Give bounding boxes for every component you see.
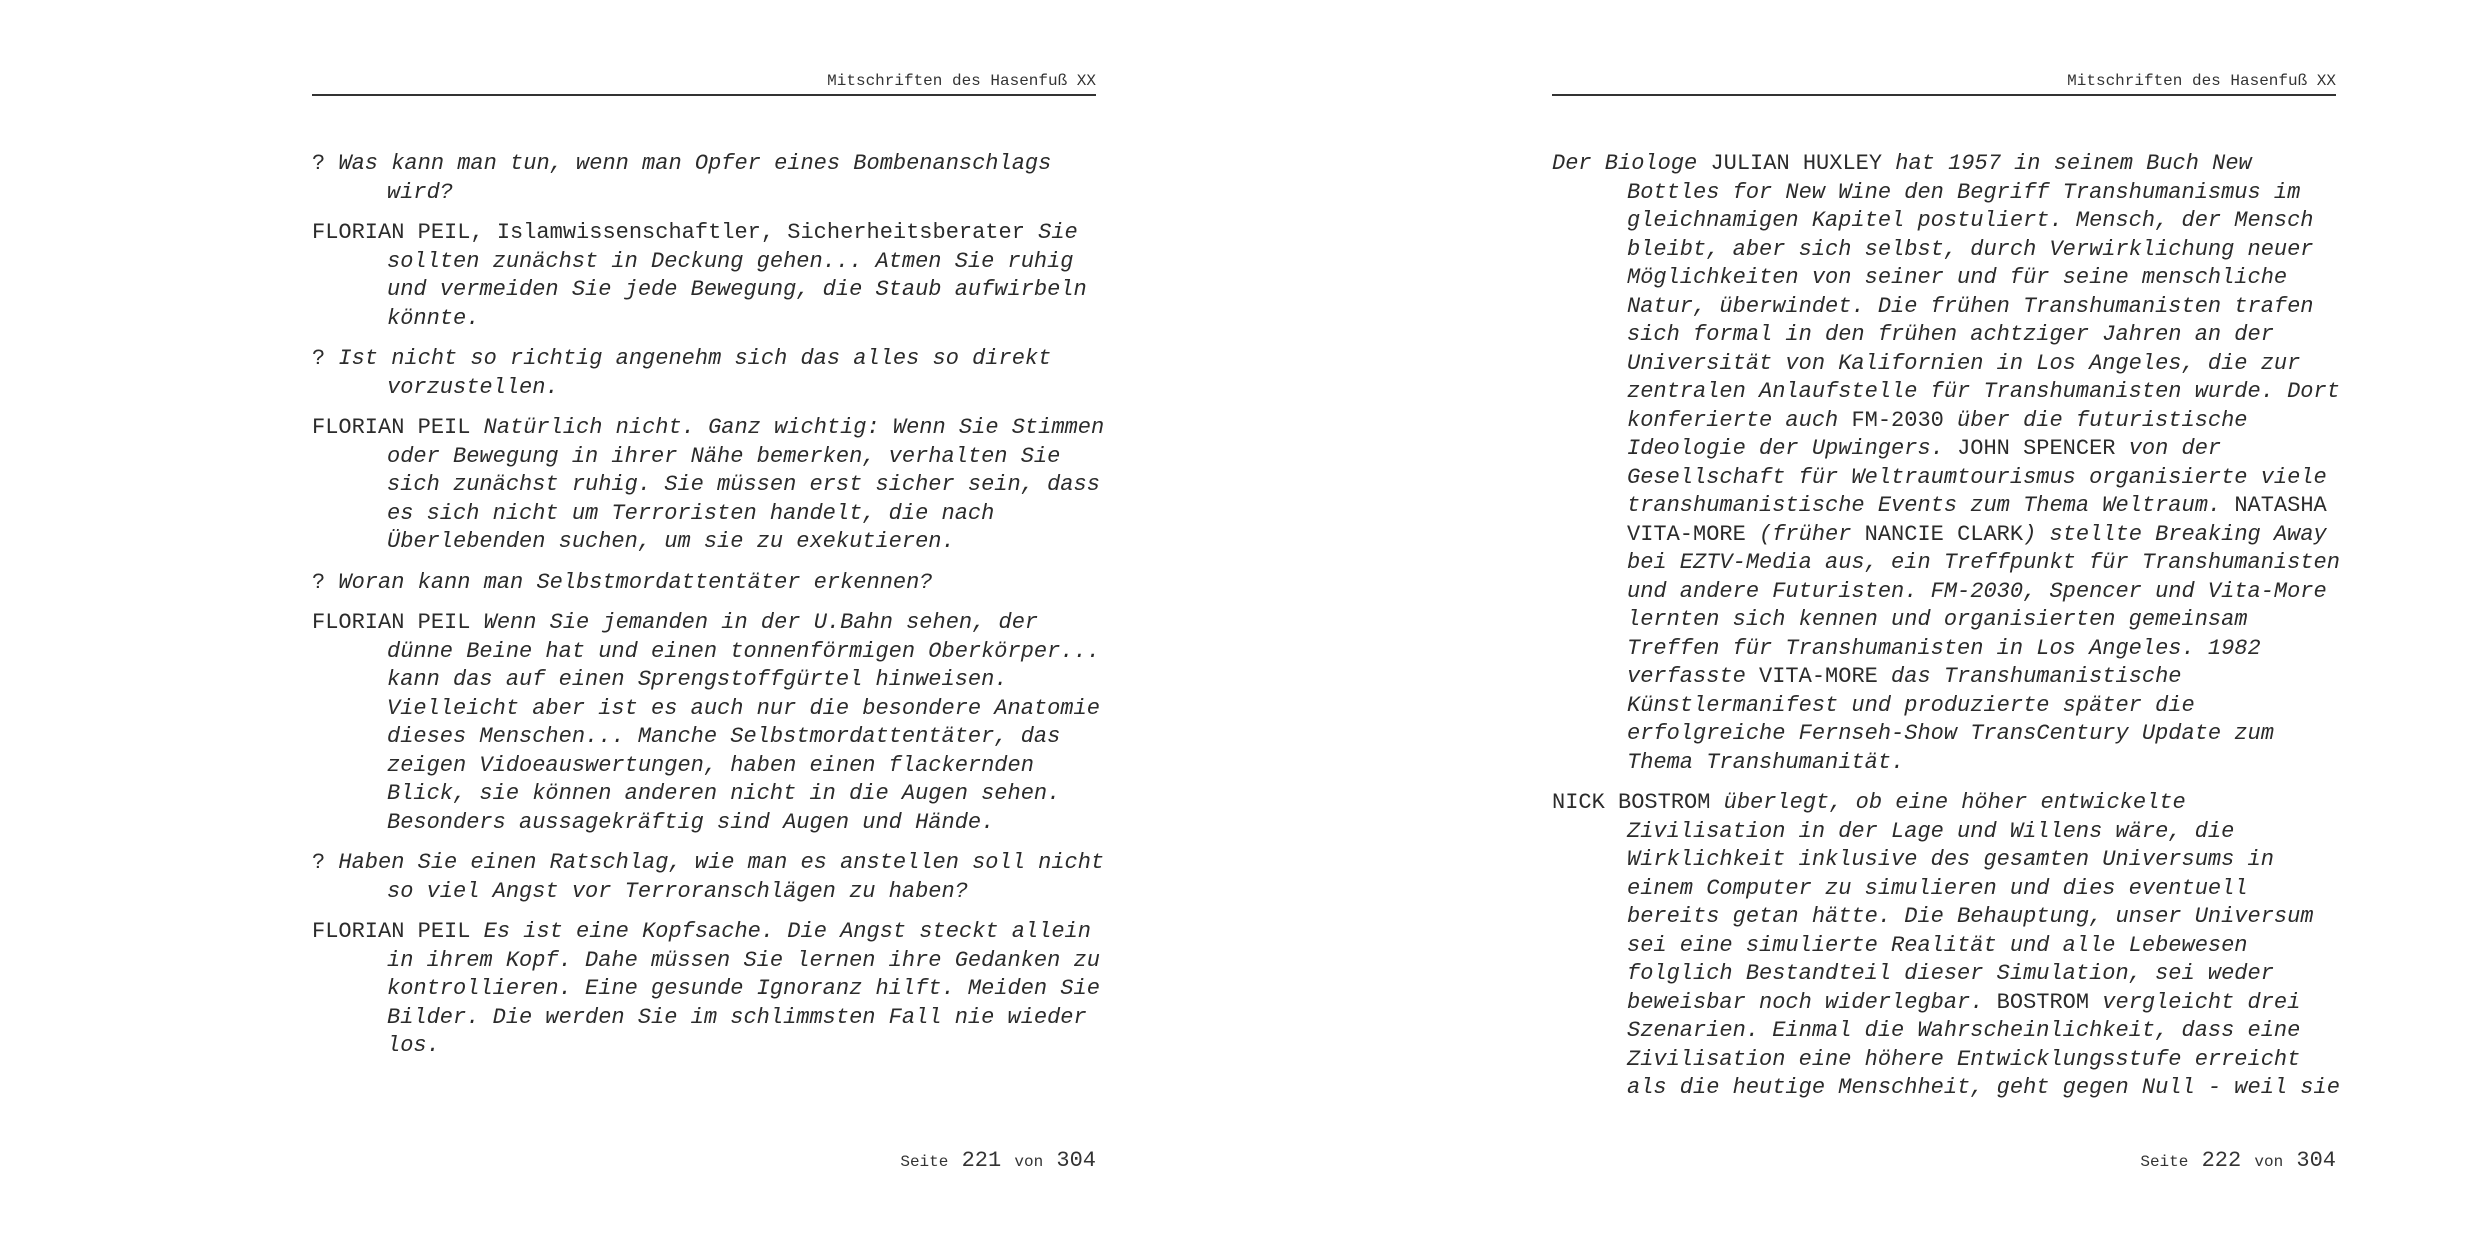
paragraph-text: Ist nicht so richtig angenehm sich das alles so direkt vorzustellen.: [338, 346, 1052, 400]
page-number: [312, 1148, 1096, 1173]
person-name: NATASHA VITA-MORE: [1627, 493, 2327, 547]
text-segment: über die futuristische Ideologie der Upwingers.: [1627, 407, 2248, 461]
page-body: [312, 150, 1112, 1073]
paragraph-text: Natürlich nicht. Ganz wichtig: Wenn Sie Stimmen oder Bewegung in ihrer Nähe bemerken, verhalten Sie sich zunächst ruhig. Sie müssen erst sicher sein, dass es sich nicht um Terroristen handelt, die nach Überlebenden suchen, um sie zu exekutieren.: [387, 415, 1105, 554]
paragraph-text: Woran kann man Selbstmordattentäter erkennen?: [338, 569, 933, 595]
page-label: Seite: [900, 1153, 949, 1171]
paragraph: [1552, 150, 2352, 777]
paragraph: [1552, 789, 2352, 1103]
person-name: NANCIE CLARK: [1864, 521, 2024, 547]
text-segment: hat 1957 in seinem Buch New Bottles for New Wine den Begriff Transhumanismus im gleichnamigen Kapitel postuliert. Mensch, der Mensch bleibt, aber sich selbst, durch Verwirklichung neuer Möglichkeiten von seiner und für seine menschliche Natur, überwindet. Die frühen Transhumanisten trafen sich formal in den frühen achtziger Jahren an der Universität von Kalifornien in Los Angeles, die zur zentralen Anlaufstelle für Transhumanisten wurde. Dort konferierte auch: [1627, 151, 2340, 433]
paragraph-text: Es ist eine Kopfsache. Die Angst steckt allein in ihrem Kopf. Dahe müssen Sie lernen ihre Gedanken zu kontrollieren. Eine gesunde Ignoranz hilft. Meiden Sie Bilder. Die werden Sie im schlimmsten Fall nie wieder los.: [387, 919, 1100, 1058]
running-header: Mitschriften des Hasenfuß XX: [1552, 72, 2336, 96]
paragraph: [312, 150, 1112, 207]
text-segment: Der Biologe: [1552, 151, 1711, 176]
speaker: FLORIAN PEIL, Islamwissenschaftler, Sicherheitsberater: [312, 220, 1025, 245]
paragraph-text: Was kann man tun, wenn man Opfer eines Bombenanschlags wird?: [338, 151, 1052, 205]
paragraph-text: Sie sollten zunächst in Deckung gehen... Atmen Sie ruhig und vermeiden Sie jede Bewegung, die Staub aufwirbeln könnte.: [387, 220, 1087, 331]
person-name: FM-2030: [1851, 407, 1944, 433]
paragraph: [312, 414, 1112, 557]
speaker: FLORIAN PEIL: [312, 610, 471, 635]
page-number-value: 222: [2201, 1148, 2242, 1173]
paragraph: [312, 849, 1112, 906]
running-header: Mitschriften des Hasenfuß XX: [312, 72, 1096, 96]
speaker: FLORIAN PEIL: [312, 415, 471, 440]
page-total: 304: [1056, 1148, 1096, 1173]
text-segment: ) stellte Breaking Away bei EZTV-Media aus, ein Treffpunkt für Transhumanisten und andere Futuristen. FM-2030, Spencer und Vita-More lernten sich kennen und organisierten gemeinsam Treffen für Transhumanisten in Los Angeles. 1982 verfasste: [1627, 521, 2340, 689]
text-segment: von der Gesellschaft für Weltraumtourismus organisierte viele transhumanistische Events zum Thema Weltraum.: [1627, 436, 2327, 518]
paragraph: [312, 345, 1112, 402]
page-body: [1552, 150, 2352, 1115]
page-number-value: 221: [961, 1148, 1002, 1173]
text-segment: (früher: [1745, 521, 1865, 547]
paragraph-text: Wenn Sie jemanden in der U.Bahn sehen, der dünne Beine hat und einen tonnenförmigen Oberkörper... kann das auf einen Sprengstoffgürtel hinweisen. Vielleicht aber ist es auch nur die besondere Anatomie dieses Menschen... Manche Selbstmordattentäter, das zeigen Vidoeauswertungen, haben einen flackernden Blick, sie können anderen nicht in die Augen sehen. Besonders aussagekräftig sind Augen und Hände.: [387, 610, 1100, 835]
person-name: BOSTROM: [1996, 989, 2090, 1015]
paragraph: [312, 609, 1112, 837]
speaker: ?: [312, 346, 326, 371]
speaker: ?: [312, 151, 326, 176]
page-of-label: von: [2254, 1153, 2284, 1171]
page-total: 304: [2296, 1148, 2336, 1173]
person-name: JULIAN HUXLEY: [1710, 151, 1883, 176]
page-label: Seite: [2140, 1153, 2189, 1171]
text-segment: das Transhumanistische Künstlermanifest und produzierte später die erfolgreiche Fernseh-Show TransCentury Update zum Thema Transhumanität.: [1627, 664, 2274, 775]
page-number: [1552, 1148, 2336, 1173]
person-name: VITA-MORE: [1759, 664, 1878, 689]
paragraph-text: Haben Sie einen Ratschlag, wie man es anstellen soll nicht so viel Angst vor Terroranschlägen zu haben?: [338, 850, 1105, 904]
text-segment: überlegt, ob eine höher entwickelte Zivilisation in der Lage und Willens wäre, die Wirklichkeit inklusive des gesamten Universums in einem Computer zu simulieren und dies eventuell bereits getan hätte. Die Behauptung, unser Universum sei eine simulierte Realität und alle Lebewesen folglich Bestandteil dieser Simulation, sei weder beweisbar noch widerlegbar.: [1627, 790, 2314, 1015]
paragraph: [312, 569, 1112, 598]
paragraph: [312, 918, 1112, 1061]
text-segment: vergleicht drei Szenarien. Einmal die Wahrscheinlichkeit, dass eine Zivilisation eine höhere Entwicklungsstufe erreicht als die heutige Menschheit, geht gegen Null - weil sie: [1627, 989, 2340, 1100]
speaker: ?: [312, 850, 326, 875]
paragraph: [312, 219, 1112, 333]
right-page: [1240, 0, 2480, 1240]
speaker: ?: [312, 569, 326, 595]
person-name: NICK BOSTROM: [1552, 790, 1711, 815]
person-name: JOHN SPENCER: [1957, 436, 2116, 461]
page-of-label: von: [1014, 1153, 1044, 1171]
speaker: FLORIAN PEIL: [312, 919, 471, 944]
